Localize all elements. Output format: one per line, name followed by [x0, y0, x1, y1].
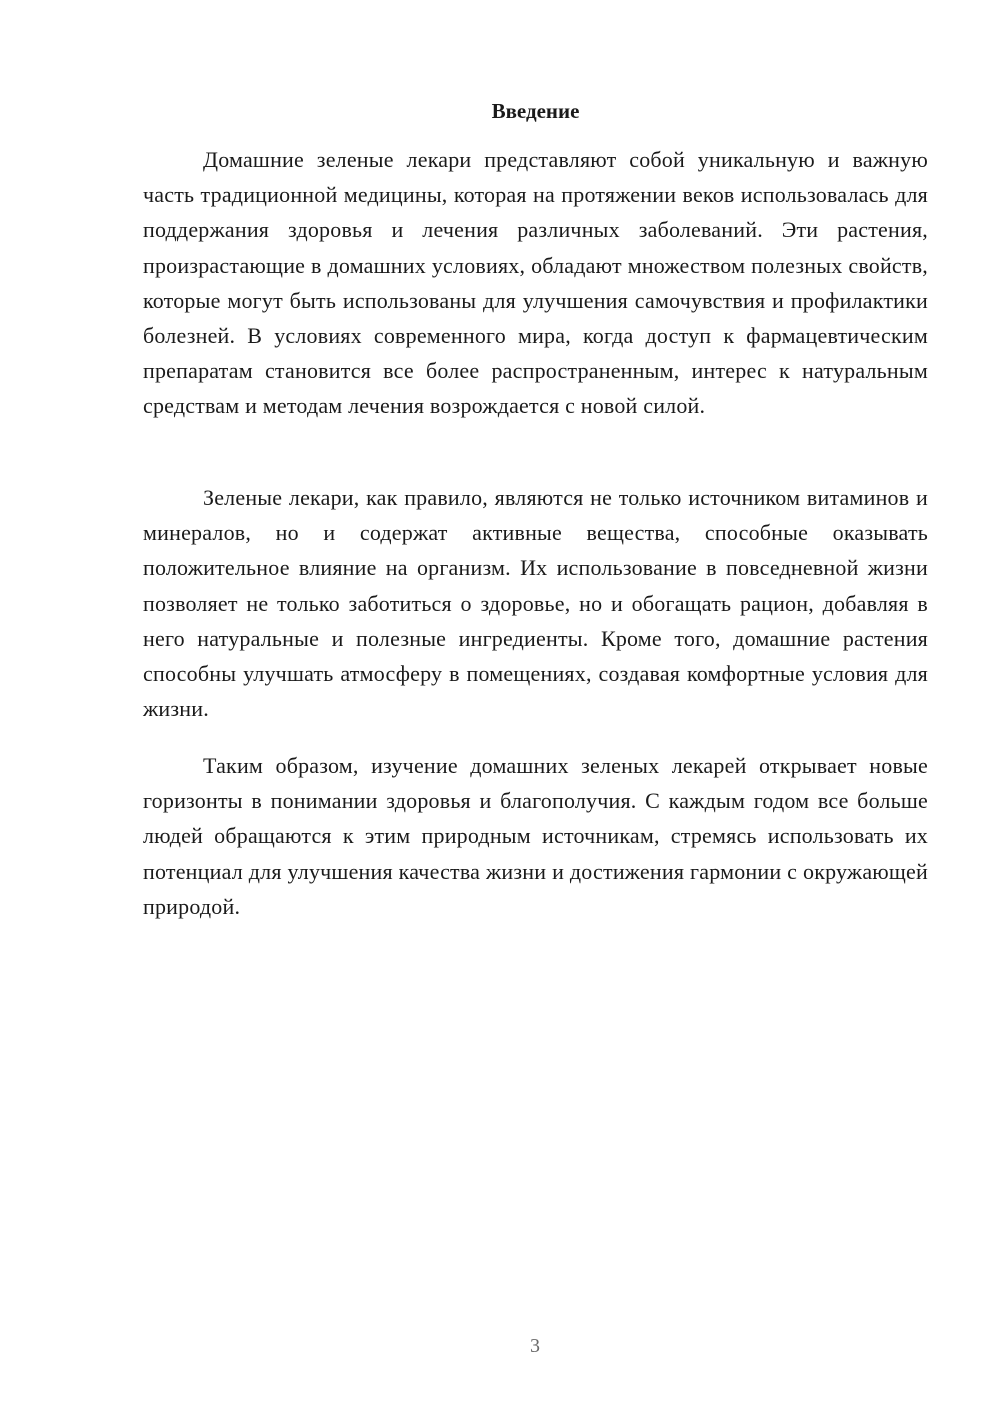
- paragraph-2: Зеленые лекари, как правило, являются не только источником витаминов и минералов, но и содержат активные вещества, способные оказывать положительное влияние на организм. Их использование в повседневной жизни позволяет не только заботиться о здоровье, но и обогащать рацион, добавляя в него натуральные и полезные ингредиенты. Кроме того, домашние растения способны улучшать атмосферу в помещениях, создавая комфортные условия для жизни.: [143, 485, 928, 722]
- paragraph-1: Домашние зеленые лекари представляют собой уникальную и важную часть традиционной медицины, которая на протяжении веков использовалась для поддержания здоровья и лечения различных заболеваний. Эти растения, произрастающие в домашних условиях, обладают множеством полезных свойств, которые могут быть использованы для улучшения самочувствия и профилактики болезней. В условиях современного мира, когда доступ к фармацевтическим препаратам становится все более распространенным, интерес к натуральным средствам и методам лечения возрождается с новой силой.: [143, 147, 928, 419]
- section-heading: Введение: [491, 99, 580, 123]
- page-number: 3: [530, 1335, 540, 1357]
- paragraph-3: Таким образом, изучение домашних зеленых лекарей открывает новые горизонты в понимании здоровья и благополучия. С каждым годом все больше людей обращаются к этим природным источникам, стремясь использовать их потенциал для улучшения качества жизни и достижения гармонии с окружающей природой.: [143, 753, 928, 919]
